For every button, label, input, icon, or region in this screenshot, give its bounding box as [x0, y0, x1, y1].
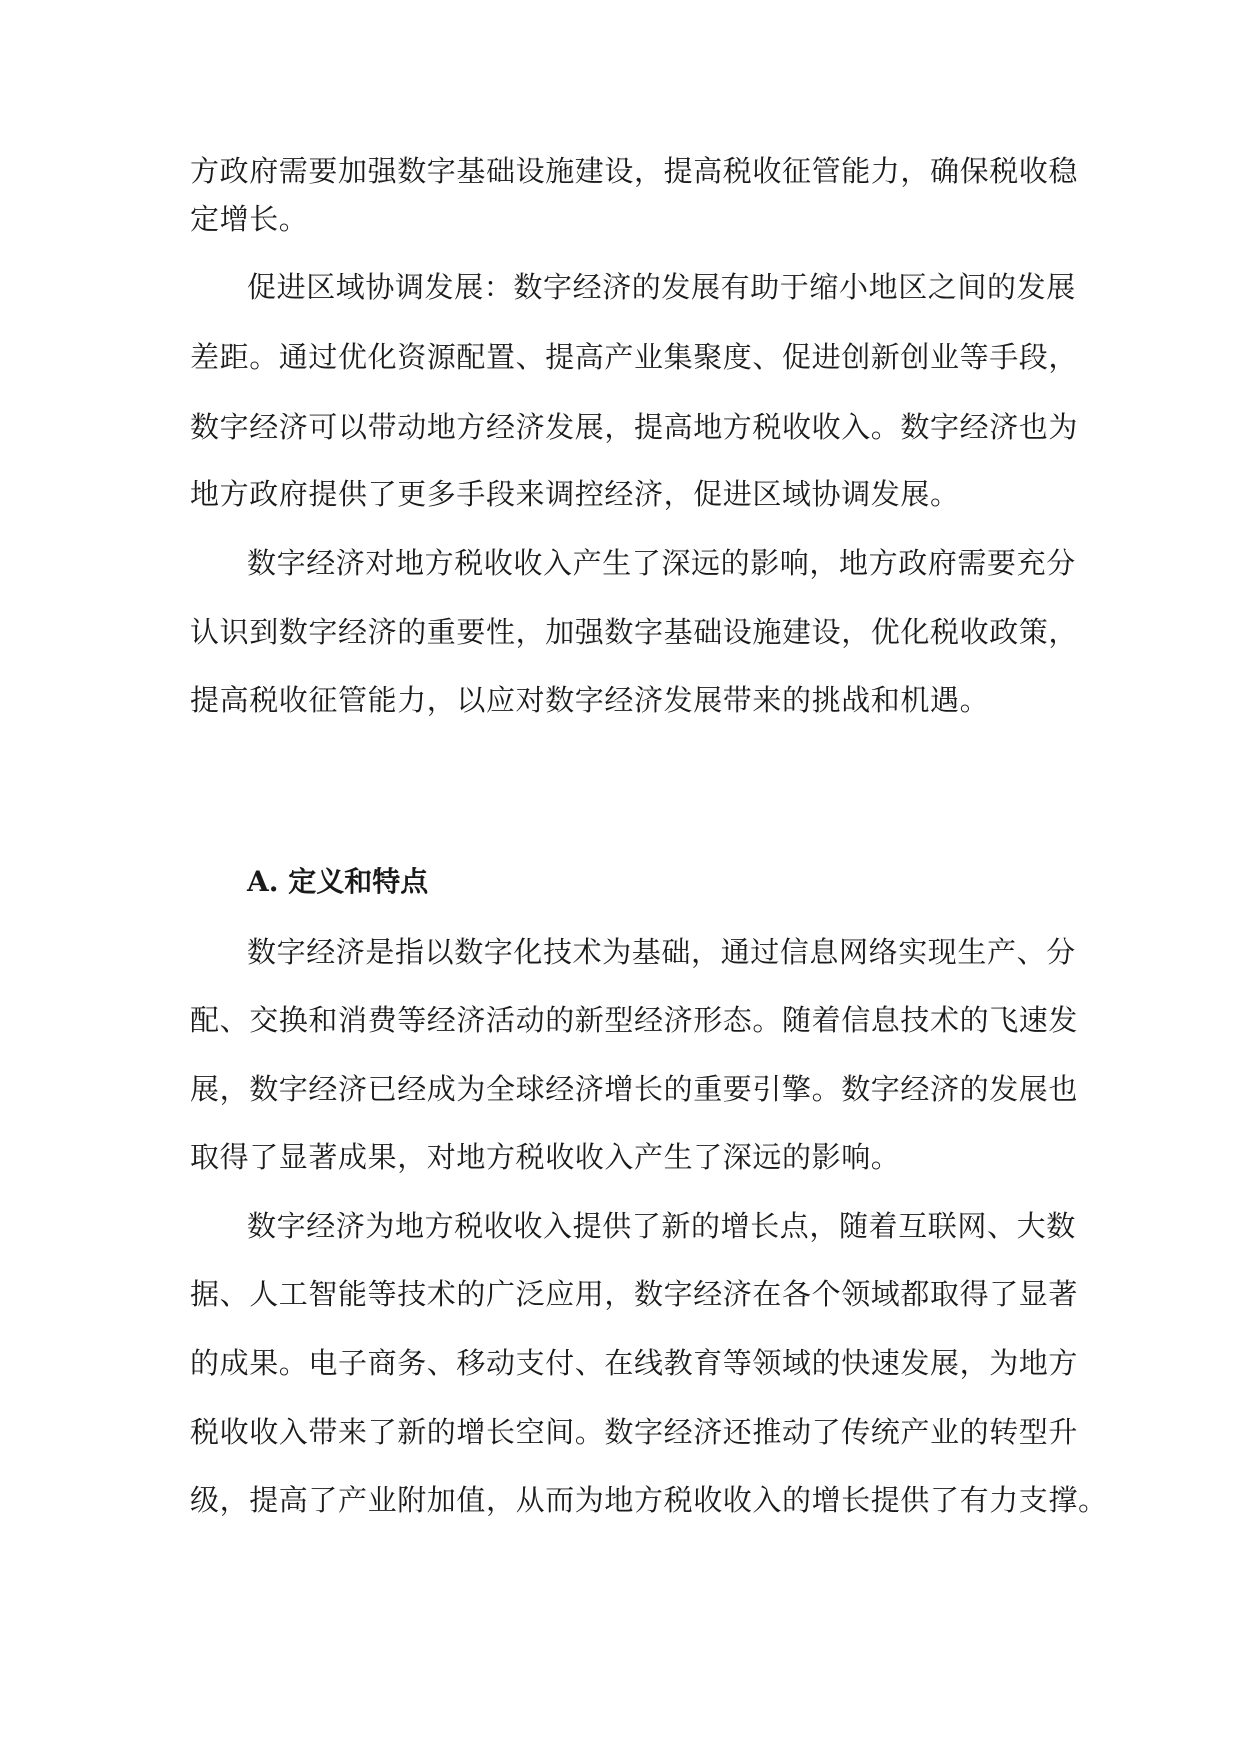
paragraph-line: 税收收入带来了新的增长空间。数字经济还推动了传统产业的转型升	[190, 1415, 1079, 1449]
paragraph-line: 据、人工智能等技术的广泛应用，数字经济在各个领域都取得了显著	[190, 1277, 1079, 1311]
paragraph-line: 展，数字经济已经成为全球经济增长的重要引擎。数字经济的发展也	[190, 1072, 1079, 1106]
section-heading: A. 定义和特点	[247, 865, 429, 898]
paragraph-line: 方政府需要加强数字基础设施建设，提高税收征管能力，确保税收稳	[190, 154, 1079, 188]
paragraph-line: 差距。通过优化资源配置、提高产业集聚度、促进创新创业等手段，	[190, 340, 1079, 374]
paragraph-line: 数字经济可以带动地方经济发展，提高地方税收收入。数字经济也为	[190, 410, 1079, 444]
paragraph-line: 定增长。	[190, 202, 309, 236]
paragraph-line: 促进区域协调发展：数字经济的发展有助于缩小地区之间的发展	[247, 270, 1076, 304]
paragraph-line: 数字经济为地方税收收入提供了新的增长点，随着互联网、大数	[247, 1209, 1076, 1243]
paragraph-line: 数字经济是指以数字化技术为基础，通过信息网络实现生产、分	[247, 935, 1076, 969]
paragraph-line: 提高税收征管能力，以应对数字经济发展带来的挑战和机遇。	[190, 683, 990, 717]
paragraph-line: 地方政府提供了更多手段来调控经济，促进区域协调发展。	[190, 477, 960, 511]
paragraph-line: 认识到数字经济的重要性，加强数字基础设施建设，优化税收政策，	[190, 615, 1079, 649]
paragraph-line: 配、交换和消费等经济活动的新型经济形态。随着信息技术的飞速发	[190, 1003, 1079, 1037]
paragraph-line: 级，提高了产业附加值，从而为地方税收收入的增长提供了有力支撑。	[190, 1483, 1108, 1517]
paragraph-line: 的成果。电子商务、移动支付、在线教育等领域的快速发展，为地方	[190, 1346, 1079, 1380]
paragraph-line: 取得了显著成果，对地方税收收入产生了深远的影响。	[190, 1140, 901, 1174]
paragraph-line: 数字经济对地方税收收入产生了深远的影响，地方政府需要充分	[247, 546, 1076, 580]
